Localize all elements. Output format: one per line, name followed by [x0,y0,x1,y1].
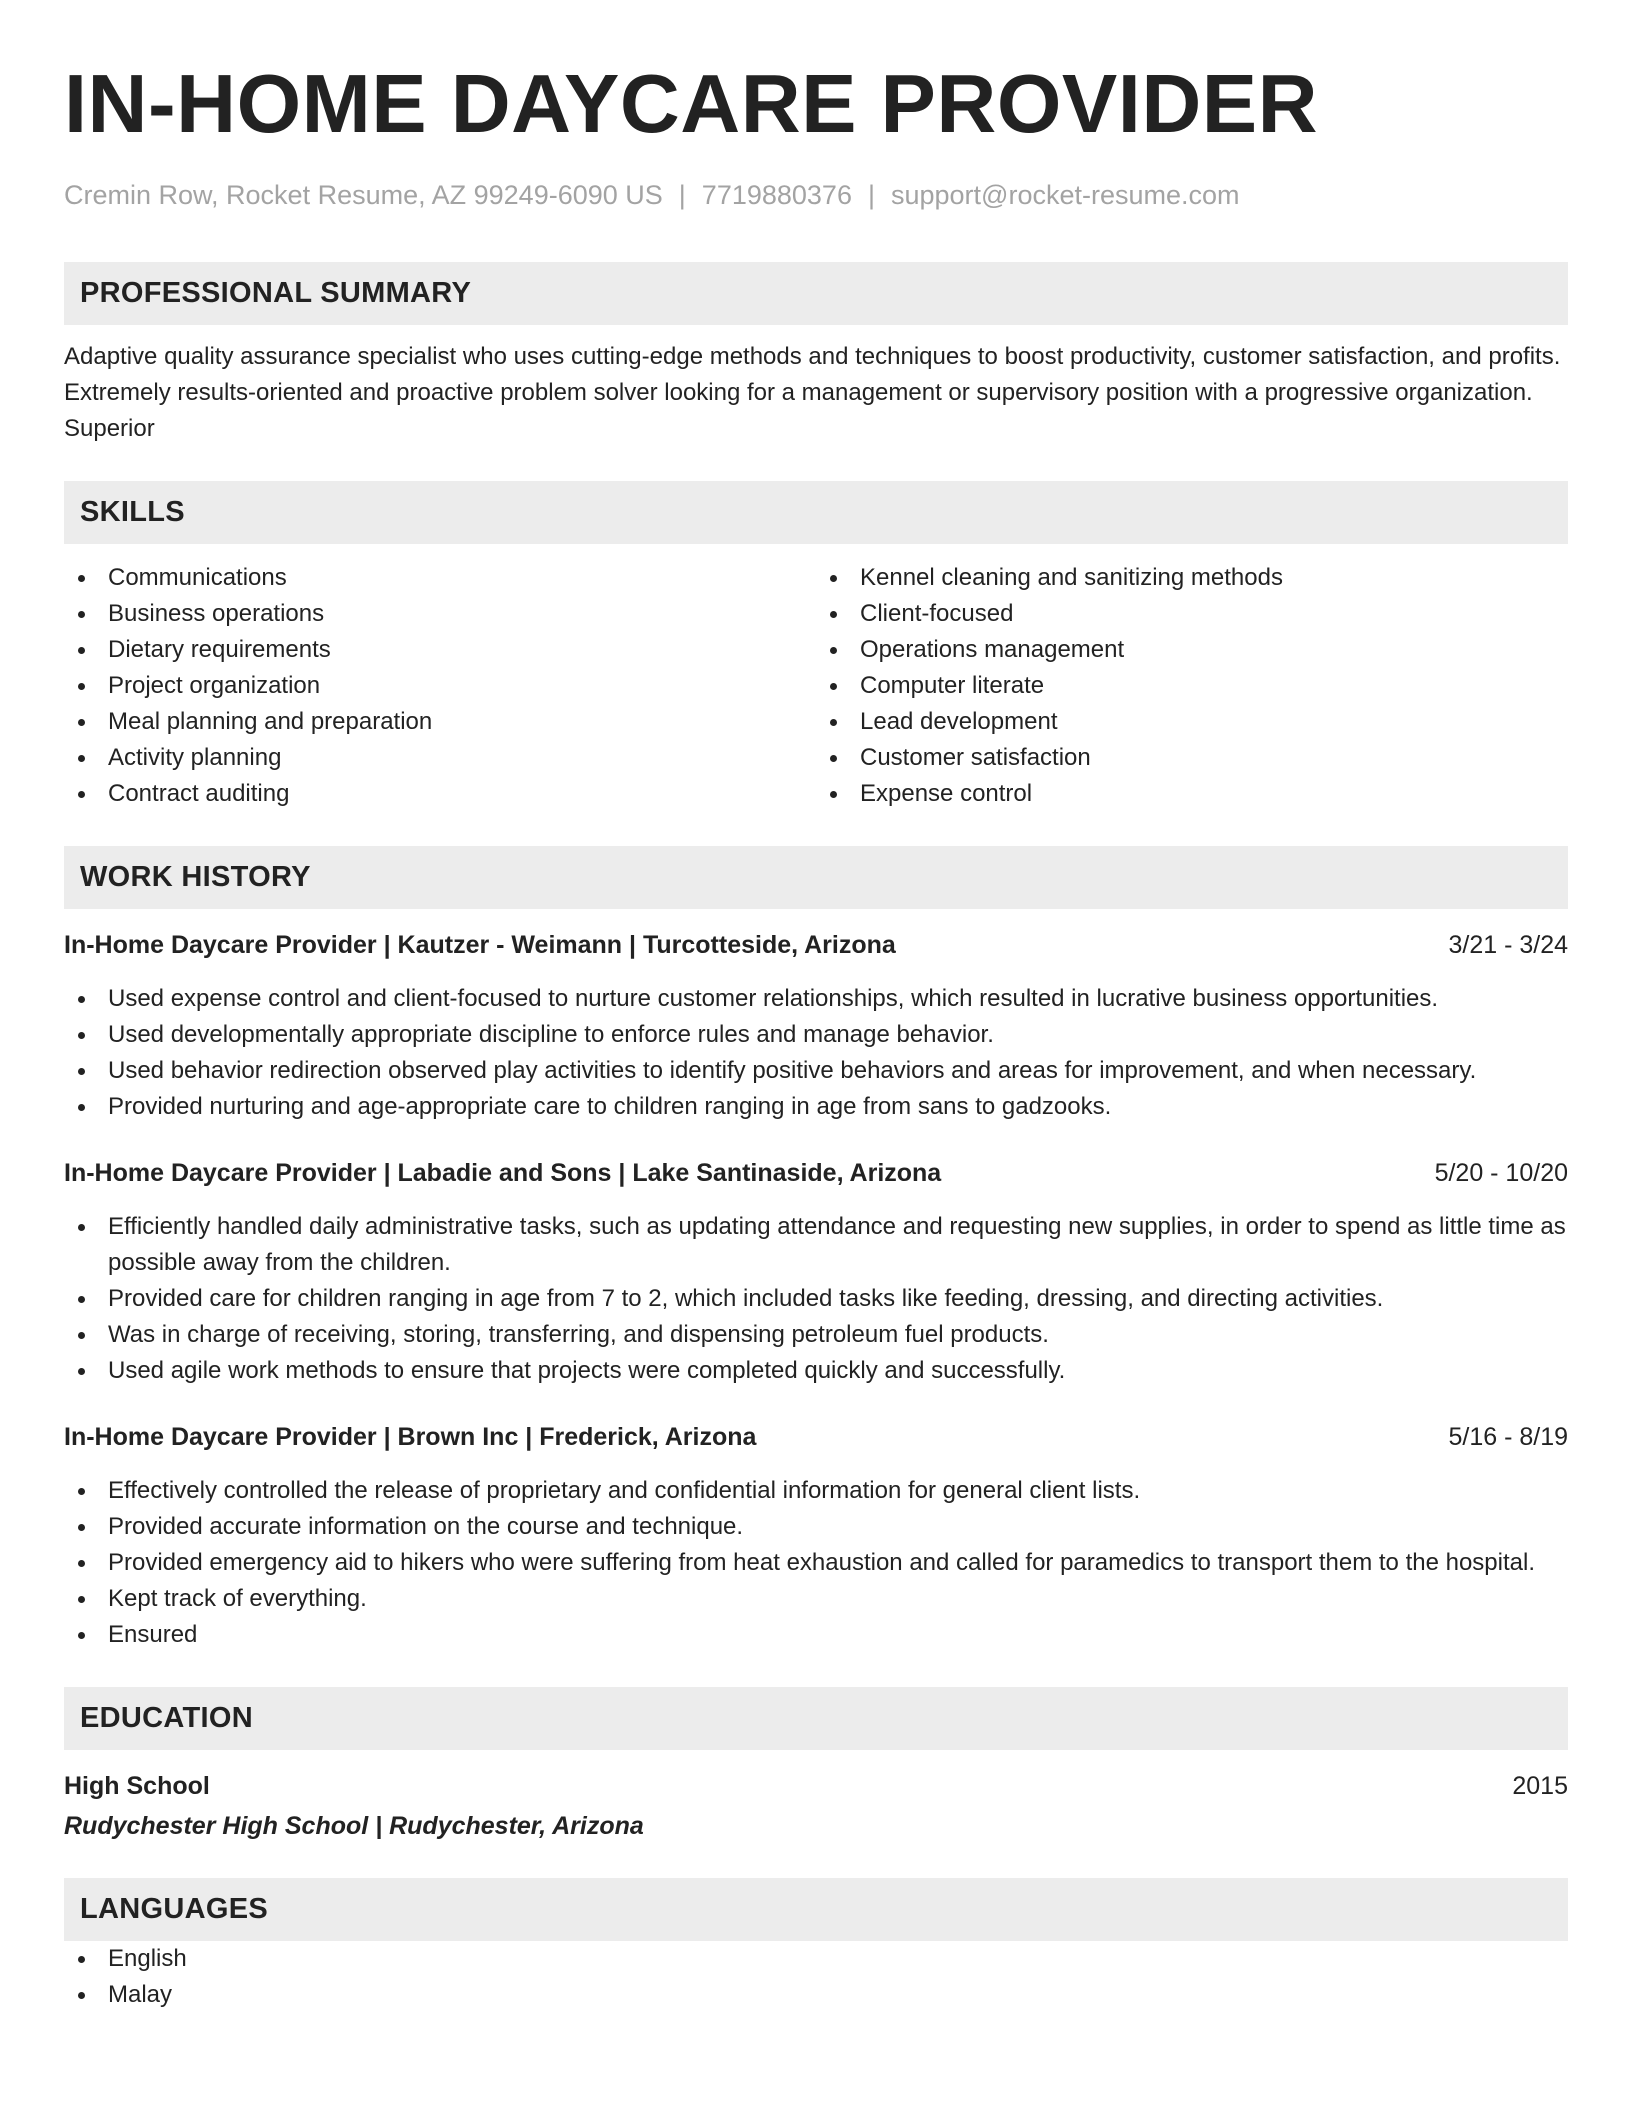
candidate-title: IN-HOME DAYCARE PROVIDER [64,57,1319,150]
language-item: Malay [64,1977,1568,2013]
job-title: In-Home Daycare Provider | Brown Inc | Frederick, Arizona [64,1423,757,1451]
job-entry [64,1155,1568,1389]
section-header-skills: SKILLS [64,481,1568,544]
job-title: In-Home Daycare Provider | Kautzer - Weimann | Turcotteside, Arizona [64,931,896,959]
skill-item: Business operations [64,596,816,632]
summary-text: Adaptive quality assurance specialist who uses cutting-edge methods and techniques to boost productivity, customer satisfaction, and profits. Extremely results-oriented and proactive problem solver looking for a management or supervisory position with a progressive organization. Superior [64,343,1561,442]
job-bullet: Kept track of everything. [64,1581,1568,1617]
contact-separator: | [678,180,686,210]
job-bullet: Provided accurate information on the course and technique. [64,1509,1568,1545]
job-dates: 5/16 - 8/19 [1448,1423,1568,1451]
job-entry [64,927,1568,1125]
section-header-work-history: WORK HISTORY [64,846,1568,909]
contact-line [64,178,1568,212]
job-bullet: Ensured [64,1617,1568,1653]
job-bullet: Used developmentally appropriate discipline to enforce rules and manage behavior. [64,1017,1568,1053]
skill-item: Client-focused [816,596,1568,632]
job-dates: 3/21 - 3/24 [1448,931,1568,959]
section-header-summary: PROFESSIONAL SUMMARY [64,262,1568,325]
job-bullet: Was in charge of receiving, storing, transferring, and dispensing petroleum fuel products. [64,1317,1568,1353]
job-entry [64,1419,1568,1653]
job-dates: 5/20 - 10/20 [1434,1159,1568,1187]
job-bullet: Effectively controlled the release of proprietary and confidential information for general client lists. [64,1473,1568,1509]
section-header-education: EDUCATION [64,1687,1568,1750]
job-bullet: Efficiently handled daily administrative tasks, such as updating attendance and requesting new supplies, in order to spend as little time as possible away from the children. [64,1209,1568,1281]
skill-item: Expense control [816,776,1568,812]
skill-item: Dietary requirements [64,632,816,668]
education-year: 2015 [1512,1772,1568,1800]
contact-phone: 7719880376 [701,180,852,210]
skill-item: Operations management [816,632,1568,668]
skill-item: Project organization [64,668,816,704]
education-degree: High School [64,1772,210,1800]
skills-column-left [64,560,816,812]
job-bullet: Used behavior redirection observed play activities to identify positive behaviors and areas for improvement, and when necessary. [64,1053,1568,1089]
skill-item: Contract auditing [64,776,816,812]
job-bullet: Used expense control and client-focused to nurture customer relationships, which resulted in lucrative business opportunities. [64,981,1568,1017]
skill-item: Communications [64,560,816,596]
skill-item: Computer literate [816,668,1568,704]
languages-list [64,1941,1568,2013]
job-bullet: Used agile work methods to ensure that projects were completed quickly and successfully. [64,1353,1568,1389]
skills-column-right [816,560,1568,812]
section-header-languages: LANGUAGES [64,1878,1568,1941]
language-item: English [64,1941,1568,1977]
skill-item: Activity planning [64,740,816,776]
job-title: In-Home Daycare Provider | Labadie and Sons | Lake Santinaside, Arizona [64,1159,942,1187]
job-bullet: Provided nurturing and age-appropriate care to children ranging in age from sans to gadzooks. [64,1089,1568,1125]
skill-item: Customer satisfaction [816,740,1568,776]
skill-item: Lead development [816,704,1568,740]
education-school: Rudychester High School | Rudychester, Arizona [64,1812,644,1840]
job-bullet: Provided emergency aid to hikers who were suffering from heat exhaustion and called for paramedics to transport them to the hospital. [64,1545,1568,1581]
job-bullet: Provided care for children ranging in age from 7 to 2, which included tasks like feeding, dressing, and directing activities. [64,1281,1568,1317]
skill-item: Kennel cleaning and sanitizing methods [816,560,1568,596]
skills-list [64,560,1568,812]
skill-item: Meal planning and preparation [64,704,816,740]
education-entry [64,1768,1568,1844]
contact-email: support@rocket-resume.com [890,180,1240,210]
contact-address: Cremin Row, Rocket Resume, AZ 99249-6090 US [64,180,663,210]
contact-separator: | [867,180,875,210]
